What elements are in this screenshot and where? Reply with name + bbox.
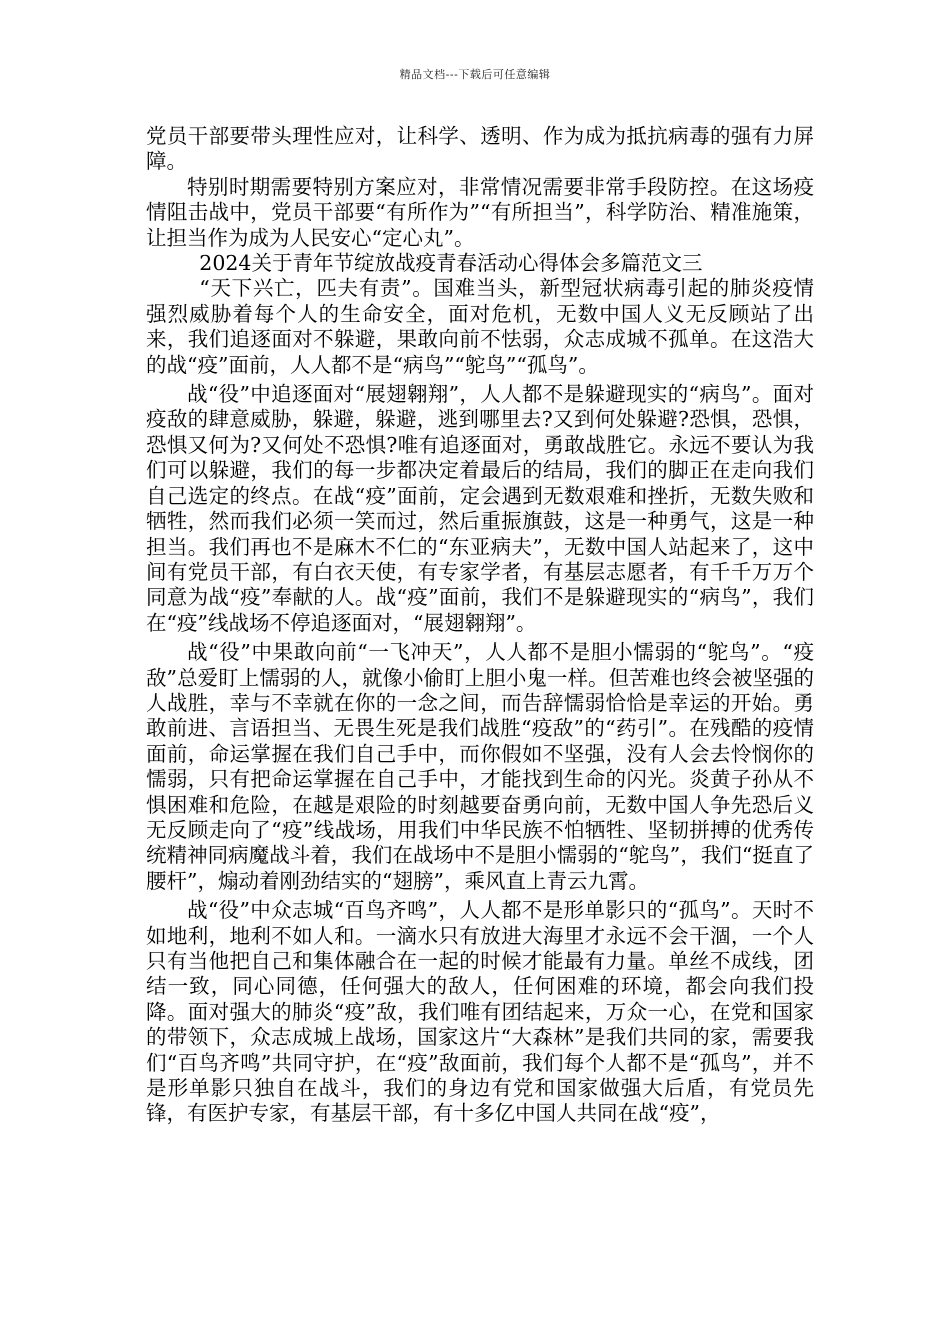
section-title: 2024关于青年节绽放战疫青春活动心得体会多篇范文三: [199, 251, 703, 276]
document-body: [146, 124, 814, 1127]
paragraph: 战“役”中众志城“百鸟齐鸣”，人人都不是形单影只的“孤鸟”。天时不如地利，地利不如人和。一滴水只有放进大海里才永远不会干涸，一个人只有当他把自己和集体融合在一起的时候才能最有力量。单丝不成线，团结一致，同心同德，任何强大的敌人，任何困难的环境，都会向我们投降。面对强大的肺炎“疫”敌，我们唯有团结起来，万众一心，在党和国家的带领下，众志成城上战场，国家这片“大森林”是我们共同的家，需要我们“百鸟齐鸣”共同守护，在“疫”敌面前，我们每个人都不是“孤鸟”，并不是形单影只独自在战斗，我们的身边有党和国家做强大后盾，有党员先锋，有医护专家，有基层干部，有十多亿中国人共同在战“疫”，: [146, 898, 814, 1126]
paragraph: 特别时期需要特别方案应对，非常情况需要非常手段防控。在这场疫情阻击战中，党员干部要“有所作为”“有所担当”，科学防治、精准施策，让担当作为成为人民安心“定心丸”。: [146, 174, 814, 250]
page-header: 精品文档---下载后可任意编辑: [399, 68, 551, 81]
paragraph: 战“役”中果敢向前“一飞冲天”，人人都不是胆小懦弱的“鸵鸟”。“疫敌”总爱盯上懦弱的人，就像小偷盯上胆小鬼一样。但苦难也终会被坚强的人战胜，幸与不幸就在你的一念之间，而告辞懦弱恰恰是幸运的开始。勇敢前进、言语担当、无畏生死是我们战胜“疫敌”的“药引”。在残酷的疫情面前，命运掌握在我们自己手中，而你假如不坚强，没有人会去怜悯你的懦弱，只有把命运掌握在自己手中，才能找到生命的闪光。炎黄子孙从不惧困难和危险，在越是艰险的时刻越要奋勇向前，无数中国人争先恐后义无反顾走向了“疫”线战场，用我们中华民族不怕牺牲、坚韧拼搏的优秀传统精神同病魔战斗着，我们在战场中不是胆小懦弱的“鸵鸟”，我们“挺直了腰杆”，煽动着刚劲结实的“翅膀”，乘风直上青云九霄。: [146, 640, 814, 893]
paragraph-continuation: 党员干部要带头理性应对，让科学、透明、作为成为抵抗病毒的强有力屏障。: [146, 124, 814, 174]
paragraph: “天下兴亡，匹夫有责”。国难当头，新型冠状病毒引起的肺炎疫情强烈威胁着每个人的生命安全，面对危机，无数中国人义无反顾站了出来，我们追逐面对不躲避，果敢向前不怯弱，众志成城不孤单。在这浩大的战“疫”面前，人人都不是“病鸟”“鸵鸟”“孤鸟”。: [146, 276, 814, 377]
paragraph: 战“役”中追逐面对“展翅翱翔”，人人都不是躲避现实的“病鸟”。面对疫敌的肆意威胁，躲避，躲避，逃到哪里去?又到何处躲避?恐惧，恐惧，恐惧又何为?又何处不恐惧?唯有追逐面对，勇敢战胜它。永远不要认为我们可以躲避，我们的每一步都决定着最后的结局，我们的脚正在走向我们自己选定的终点。在战“疫”面前，定会遇到无数艰难和挫折，无数失败和牺牲，然而我们必须一笑而过，然后重振旗鼓，这是一种勇气，这是一种担当。我们再也不是麻木不仁的“东亚病夫”，无数中国人站起来了，这中间有党员干部，有白衣天使，有专家学者，有基层志愿者，有千千万万个同意为战“疫”奉献的人。战“疫”面前，我们不是躲避现实的“病鸟”，我们在“疫”线战场不停追逐面对，“展翅翱翔”。: [146, 382, 814, 635]
